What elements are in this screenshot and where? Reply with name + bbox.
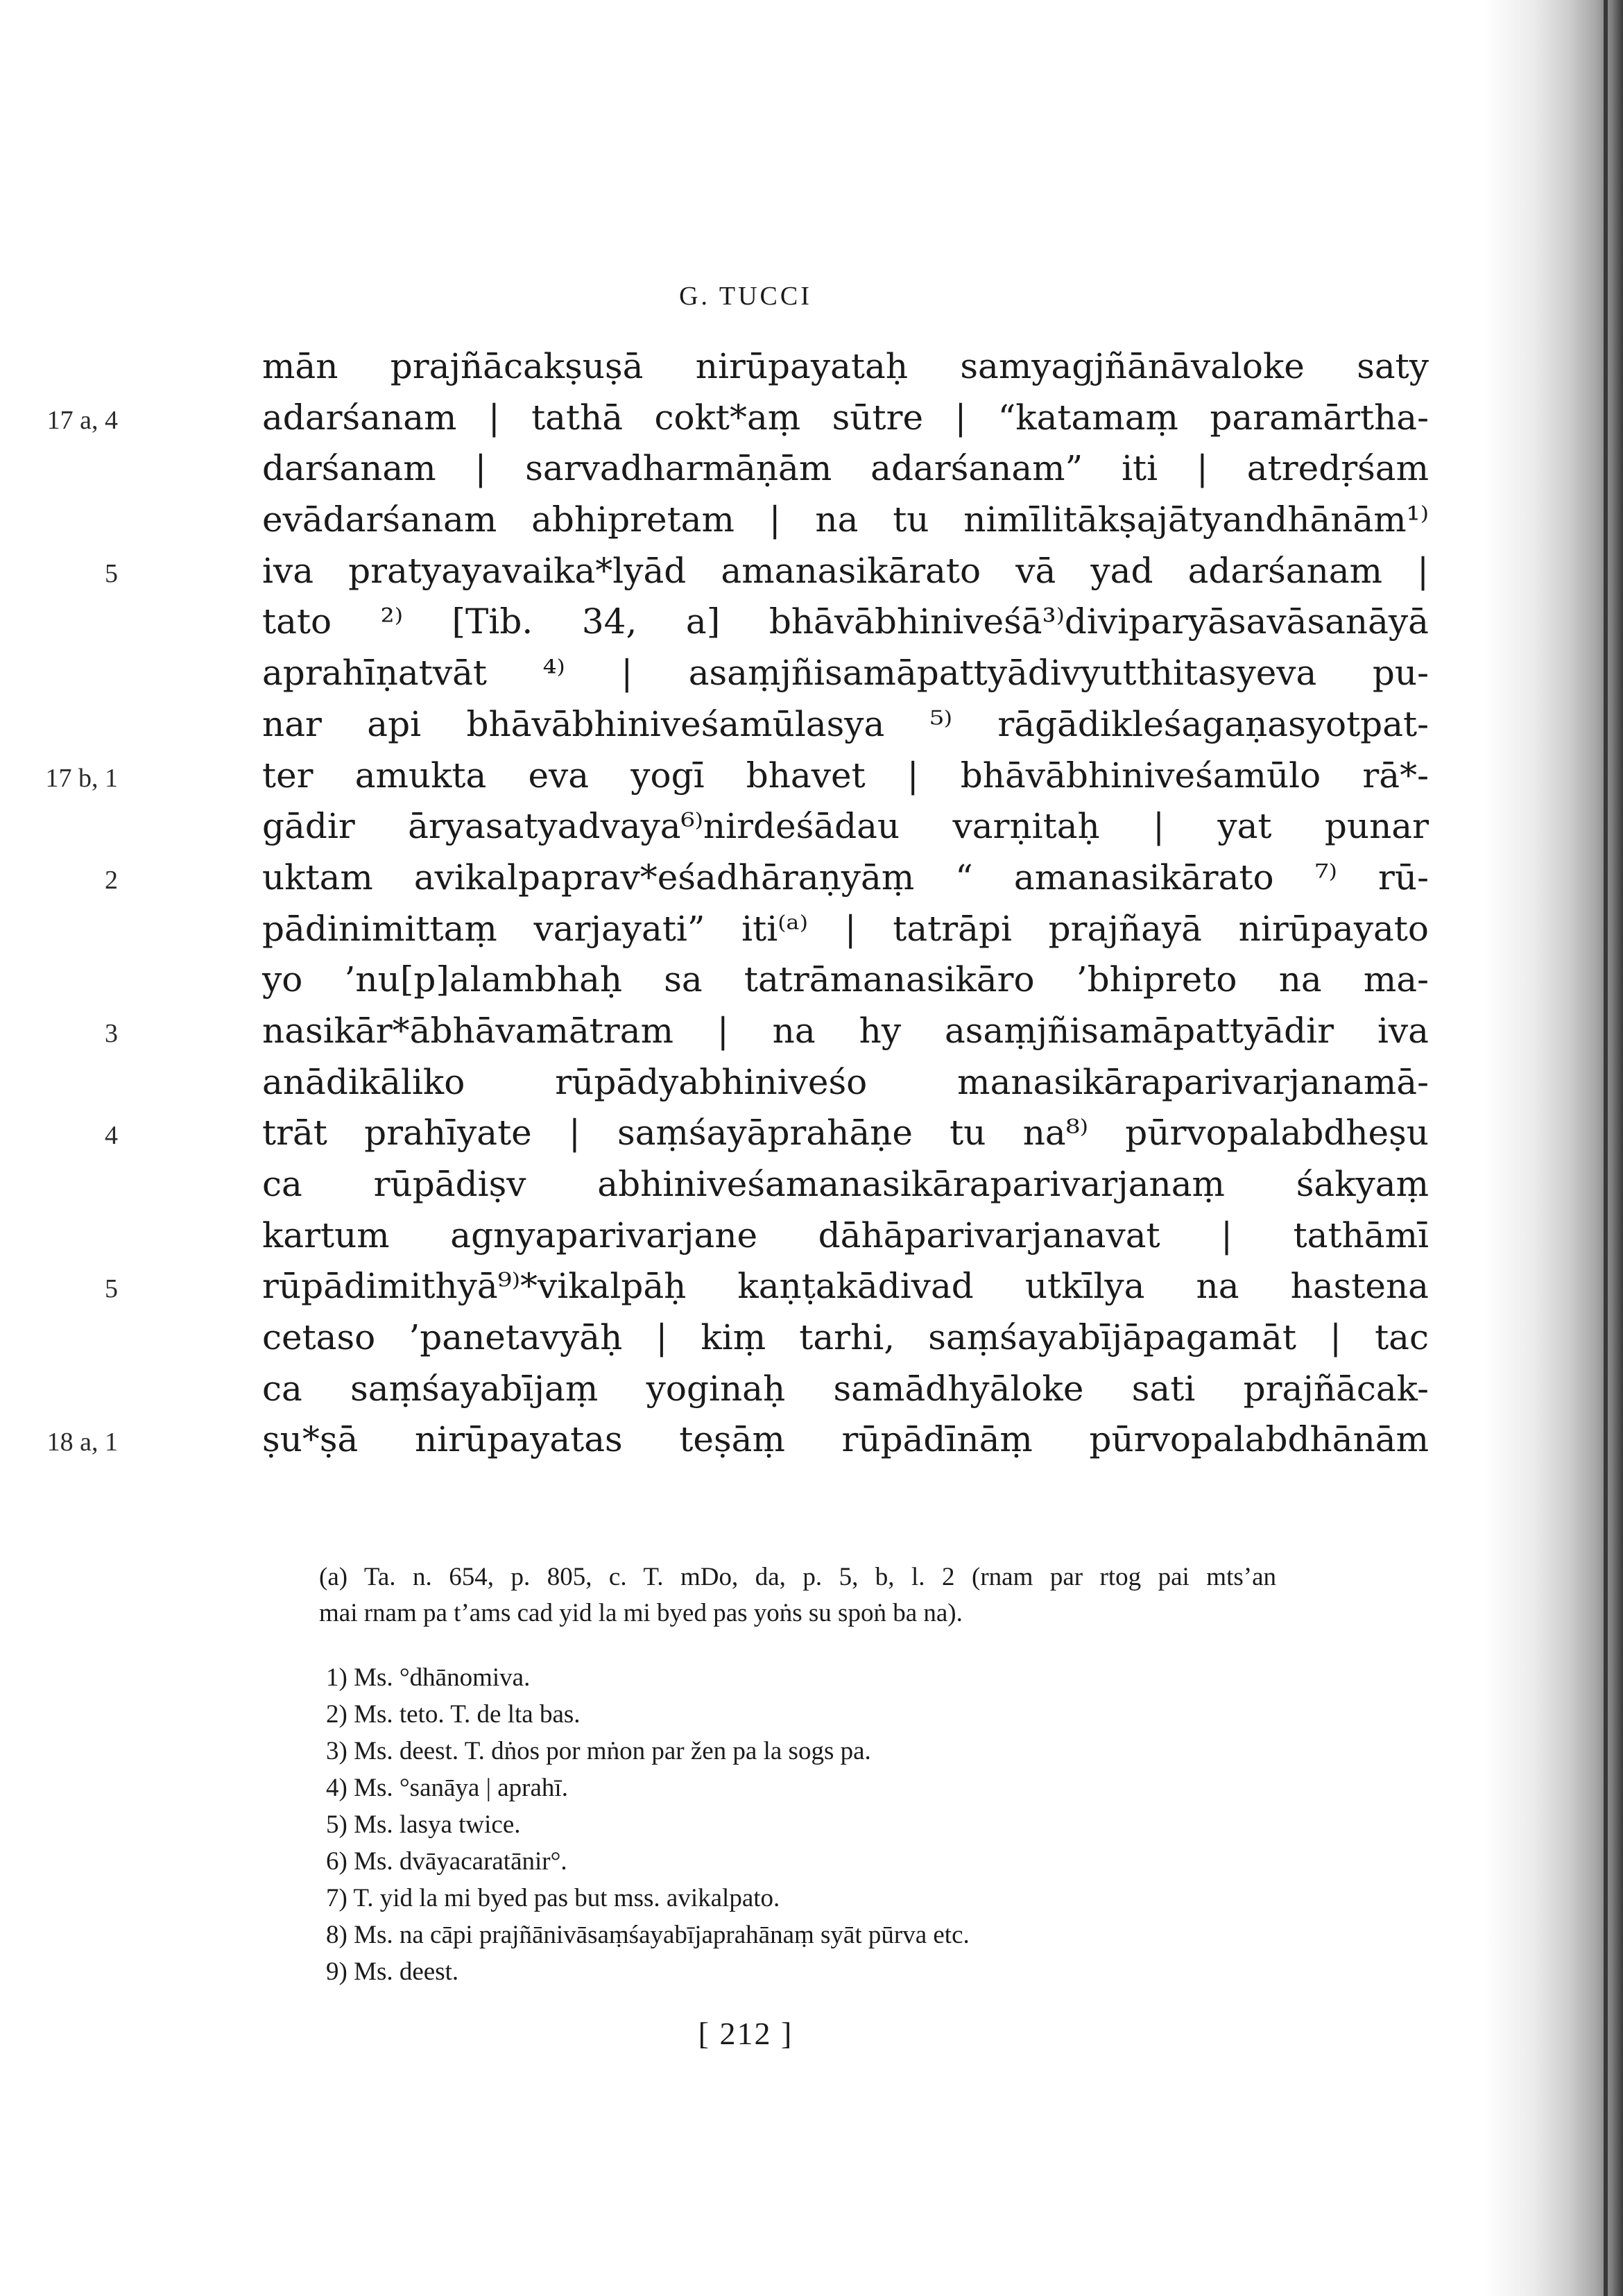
line-text: rūpādimithyā⁹⁾*vikalpāḥ kaṇṭakādivad utkīlya na hastena: [262, 1266, 1429, 1307]
footnote: [326, 1806, 1366, 1843]
text-line: [0, 853, 1491, 904]
footnote-a-line: (a) Ta. n. 654, p. 805, c. T. mDo, da, p. 5, b, l. 2 (rnam par rtog pai mts’an: [319, 1563, 1276, 1591]
text-line: [0, 801, 1491, 853]
footnote-text: Ms. deest. T. dṅos por mṅon par žen pa la sogs pa.: [354, 1737, 871, 1765]
main-text: [0, 341, 1491, 1466]
text-line: [0, 1414, 1491, 1466]
margin-ref: 17 b, 1: [45, 763, 118, 793]
text-line: [0, 1210, 1491, 1262]
margin-ref: 17 a, 4: [46, 405, 118, 435]
footnote: [326, 1917, 1366, 1953]
margin-ref: 4: [105, 1121, 118, 1151]
footnote-text: Ms. na cāpi prajñānivāsaṃśayabījaprahānaṃ syāt pūrva etc.: [354, 1921, 970, 1949]
footnote: [326, 1659, 1366, 1696]
footnote-text: Ms. °sanāya | aprahī.: [354, 1774, 568, 1802]
line-text: cetaso ’panetavyāḥ | kiṃ tarhi, saṃśayabījāpagamāt | tac: [262, 1317, 1429, 1358]
footnote-number: 7): [326, 1884, 347, 1912]
text-line: [0, 546, 1491, 597]
footnote-number: 3): [326, 1737, 347, 1765]
footnote: [326, 1696, 1366, 1733]
margin-ref: 2: [105, 865, 118, 895]
footnote-a-line: mai rnam pa t’ams cad yid la mi byed pas yoṅs su spoṅ ba na).: [319, 1599, 963, 1627]
margin-ref: 5: [105, 1274, 118, 1304]
line-text: ter amukta eva yogī bhavet | bhāvābhiniveśamūlo rā*-: [262, 755, 1429, 796]
line-text: nar api bhāvābhiniveśamūlasya ⁵⁾ rāgādikleśagaṇasyotpat-: [262, 703, 1429, 744]
text-line: [0, 1108, 1491, 1159]
footnote: [326, 1733, 1366, 1770]
footnote: [326, 1953, 1366, 1990]
line-text: aprahīṇatvāt ⁴⁾ | asaṃjñisamāpattyādivyutthitasyeva pu-: [262, 653, 1429, 694]
footnote-text: Ms. °dhānomiva.: [354, 1663, 531, 1692]
footnote-text: T. yid la mi byed pas but mss. avikalpato.: [353, 1884, 780, 1912]
text-line: [0, 393, 1491, 444]
text-line: [0, 1006, 1491, 1057]
line-text: uktam avikalpaprav*eśadhāraṇyāṃ “ amanasikārato ⁷⁾ rū-: [262, 857, 1429, 898]
text-line: [0, 1261, 1491, 1312]
line-text: nasikār*ābhāvamātram | na hy asaṃjñisamāpattyādir iva: [262, 1010, 1429, 1051]
text-line: [0, 1364, 1491, 1415]
text-line: [0, 648, 1491, 699]
text-line: [0, 495, 1491, 546]
footnote-a: [319, 1559, 1276, 1631]
line-text: ca rūpādiṣv abhiniveśamanasikāraparivarjanaṃ śakyaṃ: [262, 1164, 1429, 1204]
line-text: anādikāliko rūpādyabhiniveśo manasikāraparivarjanamā-: [262, 1061, 1429, 1102]
line-text: yo ’nu[p]alambhaḥ sa tatrāmanasikāro ’bhipreto na ma-: [262, 959, 1429, 1000]
footnote-number: 2): [326, 1700, 347, 1729]
text-line: [0, 1312, 1491, 1364]
line-text: pādinimittaṃ varjayati” iti⁽ᵃ⁾ | tatrāpi prajñayā nirūpayato: [262, 908, 1429, 949]
footnote-number: 1): [326, 1663, 347, 1692]
text-line: [0, 904, 1491, 955]
margin-ref: 18 a, 1: [46, 1428, 118, 1457]
text-line: [0, 1057, 1491, 1108]
footnote-number: 5): [326, 1810, 347, 1839]
line-text: mān prajñācakṣuṣā nirūpayataḥ samyagjñānāvaloke saty: [262, 346, 1429, 386]
margin-ref: 5: [105, 558, 118, 588]
footnote-text: Ms. teto. T. de lta bas.: [354, 1700, 581, 1729]
line-text: tato ²⁾ [Tib. 34, a] bhāvābhiniveśā³⁾diviparyāsavāsanāyā: [262, 601, 1429, 642]
line-text: ṣu*ṣā nirūpayatas teṣāṃ rūpādīnāṃ pūrvopalabdhānām: [262, 1419, 1429, 1460]
line-text: gādir āryasatyadvaya⁶⁾nirdeśādau varṇitaḥ | yat punar: [262, 806, 1429, 847]
line-text: iva pratyayavaika*lyād amanasikārato vā yad adarśanam |: [262, 550, 1429, 591]
scan-page-edge: [1484, 0, 1623, 2296]
line-text: darśanam | sarvadharmāṇām adarśanam” iti | atredṛśam: [262, 448, 1429, 489]
text-line: [0, 751, 1491, 802]
line-text: kartum agnyaparivarjane dāhāparivarjanavat | tathāmī: [262, 1215, 1429, 1256]
footnote-number: 6): [326, 1847, 347, 1876]
footnotes: [326, 1659, 1366, 1990]
footnote-number: 9): [326, 1957, 347, 1986]
line-text: evādarśanam abhipretam | na tu nimīlitākṣajātyandhānām¹⁾: [262, 499, 1429, 540]
footnote: [326, 1880, 1366, 1917]
footnote: [326, 1843, 1366, 1880]
footnote-text: Ms. lasya twice.: [354, 1810, 521, 1839]
line-text: trāt prahīyate | saṃśayāprahāṇe tu na⁸⁾ pūrvopalabdheṣu: [262, 1113, 1429, 1154]
running-header: G. TUCCI: [679, 282, 812, 311]
text-line: [0, 1159, 1491, 1210]
footnote-text: Ms. deest.: [354, 1957, 459, 1986]
footnote-text: Ms. dvāyacaratānir°.: [354, 1847, 567, 1876]
text-line: [0, 954, 1491, 1006]
margin-ref: 3: [105, 1018, 118, 1048]
footnote: [326, 1770, 1366, 1806]
line-text: adarśanam | tathā cokt*aṃ sūtre | “katamaṃ paramārtha-: [262, 397, 1429, 438]
line-text: ca saṃśayabījaṃ yoginaḥ samādhyāloke sati prajñācak-: [262, 1368, 1429, 1409]
page-number: [ 212 ]: [698, 2016, 793, 2051]
text-line: [0, 341, 1491, 393]
footnote-number: 8): [326, 1921, 347, 1949]
text-line: [0, 443, 1491, 495]
footnote-number: 4): [326, 1774, 347, 1802]
text-line: [0, 699, 1491, 751]
text-line: [0, 597, 1491, 648]
